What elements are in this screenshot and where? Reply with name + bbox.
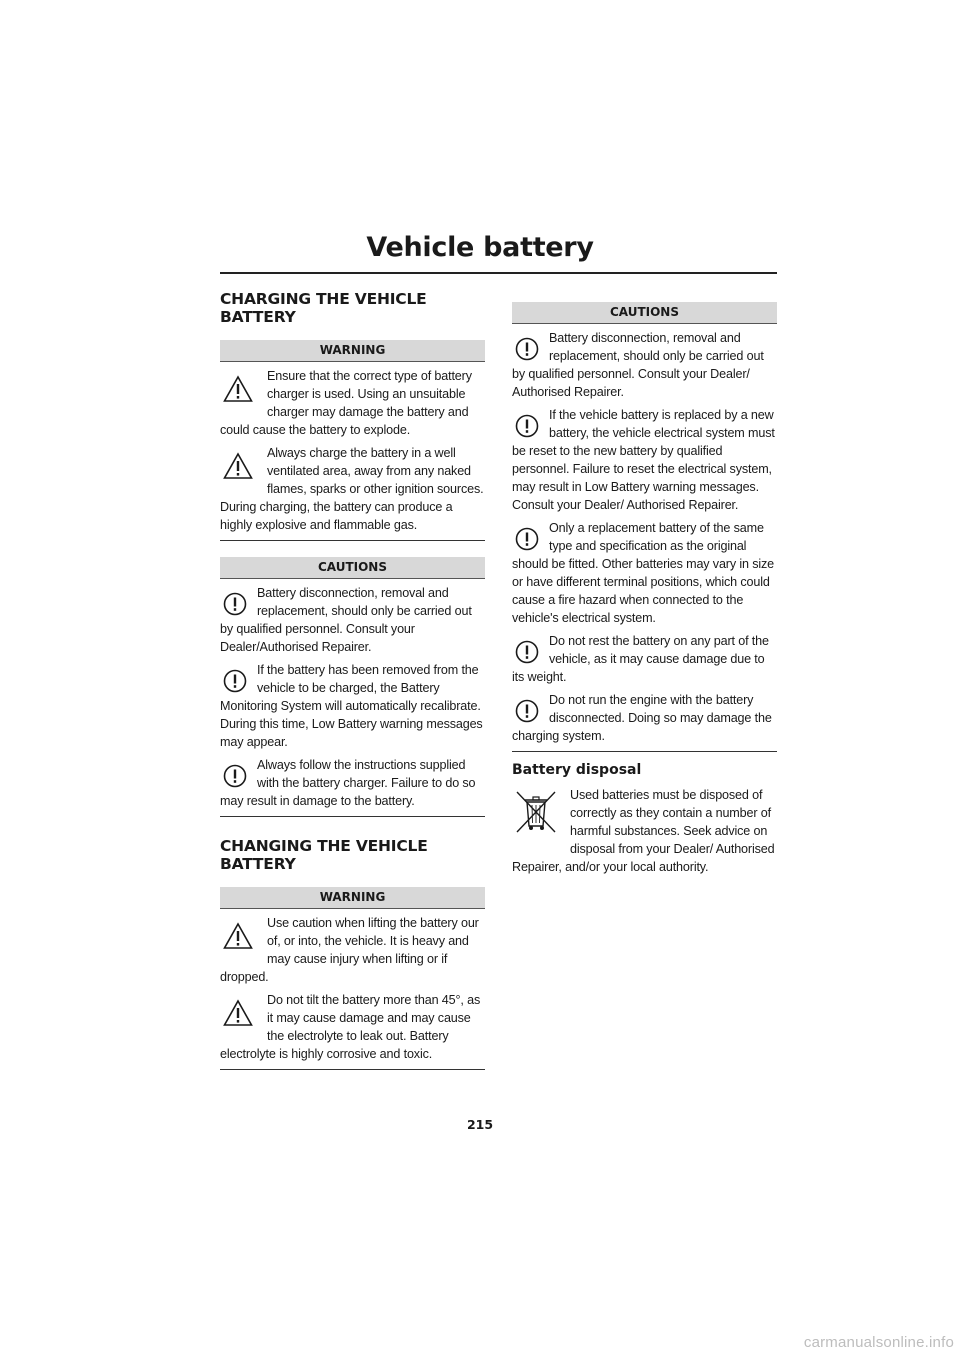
charging-caution-text-2: If the battery has been removed from the vehicle to be charged, the Battery Monitoring System will automatically recalibrate. During this time, Low Battery warning messages may appear. xyxy=(220,663,483,749)
charging-caution-item-3 xyxy=(220,751,485,816)
changing-caution-text-4: Do not rest the battery on any part of the vehicle, as it may cause damage due to its weight. xyxy=(512,634,769,684)
caution-circle-icon xyxy=(515,337,539,361)
caution-circle-icon xyxy=(515,414,539,438)
changing-warning-text-1: Use caution when lifting the battery our of, or into, the vehicle. It is heavy and may cause injury when lifting or if dropped. xyxy=(220,916,479,984)
changing-caution-text-3: Only a replacement battery of the same type and specification as the original should be fitted. Other batteries may vary in size or have different terminal positions, which could cause a fire hazard when connected to the vehicle's electrical system. xyxy=(512,521,774,625)
charging-warning-text-2: Always charge the battery in a well ventilated area, away from any naked flames, sparks or other ignition sources. During charging, the battery can produce a highly explosive and flammable gas. xyxy=(220,446,484,532)
changing-warning-label: WARNING xyxy=(220,887,485,909)
caution-circle-icon xyxy=(515,640,539,664)
charging-caution-text-3: Always follow the instructions supplied with the battery charger. Failure to do so may result in damage to the battery. xyxy=(220,758,476,808)
caution-circle-icon xyxy=(223,764,247,788)
charging-caution-item-2 xyxy=(220,656,485,751)
warning-triangle-icon xyxy=(223,375,253,403)
charging-warning-item-1 xyxy=(220,362,485,439)
changing-warning-text-2: Do not tilt the battery more than 45°, as it may cause damage and may cause the electrolyte to leak out. Battery electrolyte is highly corrosive and toxic. xyxy=(220,993,481,1061)
right-column xyxy=(512,302,777,876)
warning-triangle-icon xyxy=(223,922,253,950)
changing-caution-text-5: Do not run the engine with the battery disconnected. Doing so may damage the charging system. xyxy=(512,693,772,743)
charging-warning-text-1: Ensure that the correct type of battery charger is used. Using an unsuitable charger may damage the battery and could cause the battery to explode. xyxy=(220,369,472,437)
changing-warning-item-2 xyxy=(220,986,485,1069)
title-divider xyxy=(220,272,777,274)
changing-warning-item-1 xyxy=(220,909,485,986)
disposal-item xyxy=(512,786,777,876)
charging-warning-item-2 xyxy=(220,439,485,540)
changing-warning-box xyxy=(220,887,485,1070)
charging-caution-item-1 xyxy=(220,579,485,656)
changing-caution-item-2 xyxy=(512,401,777,514)
page-number: 215 xyxy=(466,1117,494,1132)
charging-caution-text-1: Battery disconnection, removal and replacement, should only be carried out by qualified personnel. Consult your Dealer/Authorised Repairer. xyxy=(220,586,472,654)
disposal-text: Used batteries must be disposed of correctly as they contain a number of harmful substances. Seek advice on disposal from your Dealer/ Authorised Repairer, and/or your local authority. xyxy=(512,788,775,874)
left-column xyxy=(220,290,485,1070)
changing-caution-item-1 xyxy=(512,324,777,401)
changing-caution-item-3 xyxy=(512,514,777,627)
warning-triangle-icon xyxy=(223,452,253,480)
crossed-out-bin-icon xyxy=(514,788,558,839)
changing-cautions-label: CAUTIONS xyxy=(512,302,777,324)
changing-caution-text-1: Battery disconnection, removal and replacement, should only be carried out by qualified personnel. Consult your Dealer/ Authorised Repairer. xyxy=(512,331,764,399)
caution-circle-icon xyxy=(515,527,539,551)
changing-caution-text-2: If the vehicle battery is replaced by a new battery, the vehicle electrical system must be reset to the new battery by qualified personnel. Failure to reset the electrical system, may result in Low Battery warning messages. Consult your Dealer/ Authorised Repairer. xyxy=(512,408,775,512)
changing-cautions-box xyxy=(512,302,777,752)
charging-cautions-box xyxy=(220,557,485,817)
charging-heading: CHARGING THE VEHICLE BATTERY xyxy=(220,290,427,326)
disposal-heading: Battery disposal xyxy=(512,762,642,778)
changing-caution-item-4 xyxy=(512,627,777,686)
page-title: Vehicle battery xyxy=(366,232,594,263)
charging-warning-label: WARNING xyxy=(220,340,485,362)
charging-cautions-label: CAUTIONS xyxy=(220,557,485,579)
charging-warning-box xyxy=(220,340,485,541)
changing-heading: CHANGING THE VEHICLE BATTERY xyxy=(220,837,428,873)
caution-circle-icon xyxy=(223,669,247,693)
watermark: carmanualsonline.info xyxy=(803,1334,954,1351)
caution-circle-icon xyxy=(223,592,247,616)
changing-caution-item-5 xyxy=(512,686,777,751)
caution-circle-icon xyxy=(515,699,539,723)
warning-triangle-icon xyxy=(223,999,253,1027)
